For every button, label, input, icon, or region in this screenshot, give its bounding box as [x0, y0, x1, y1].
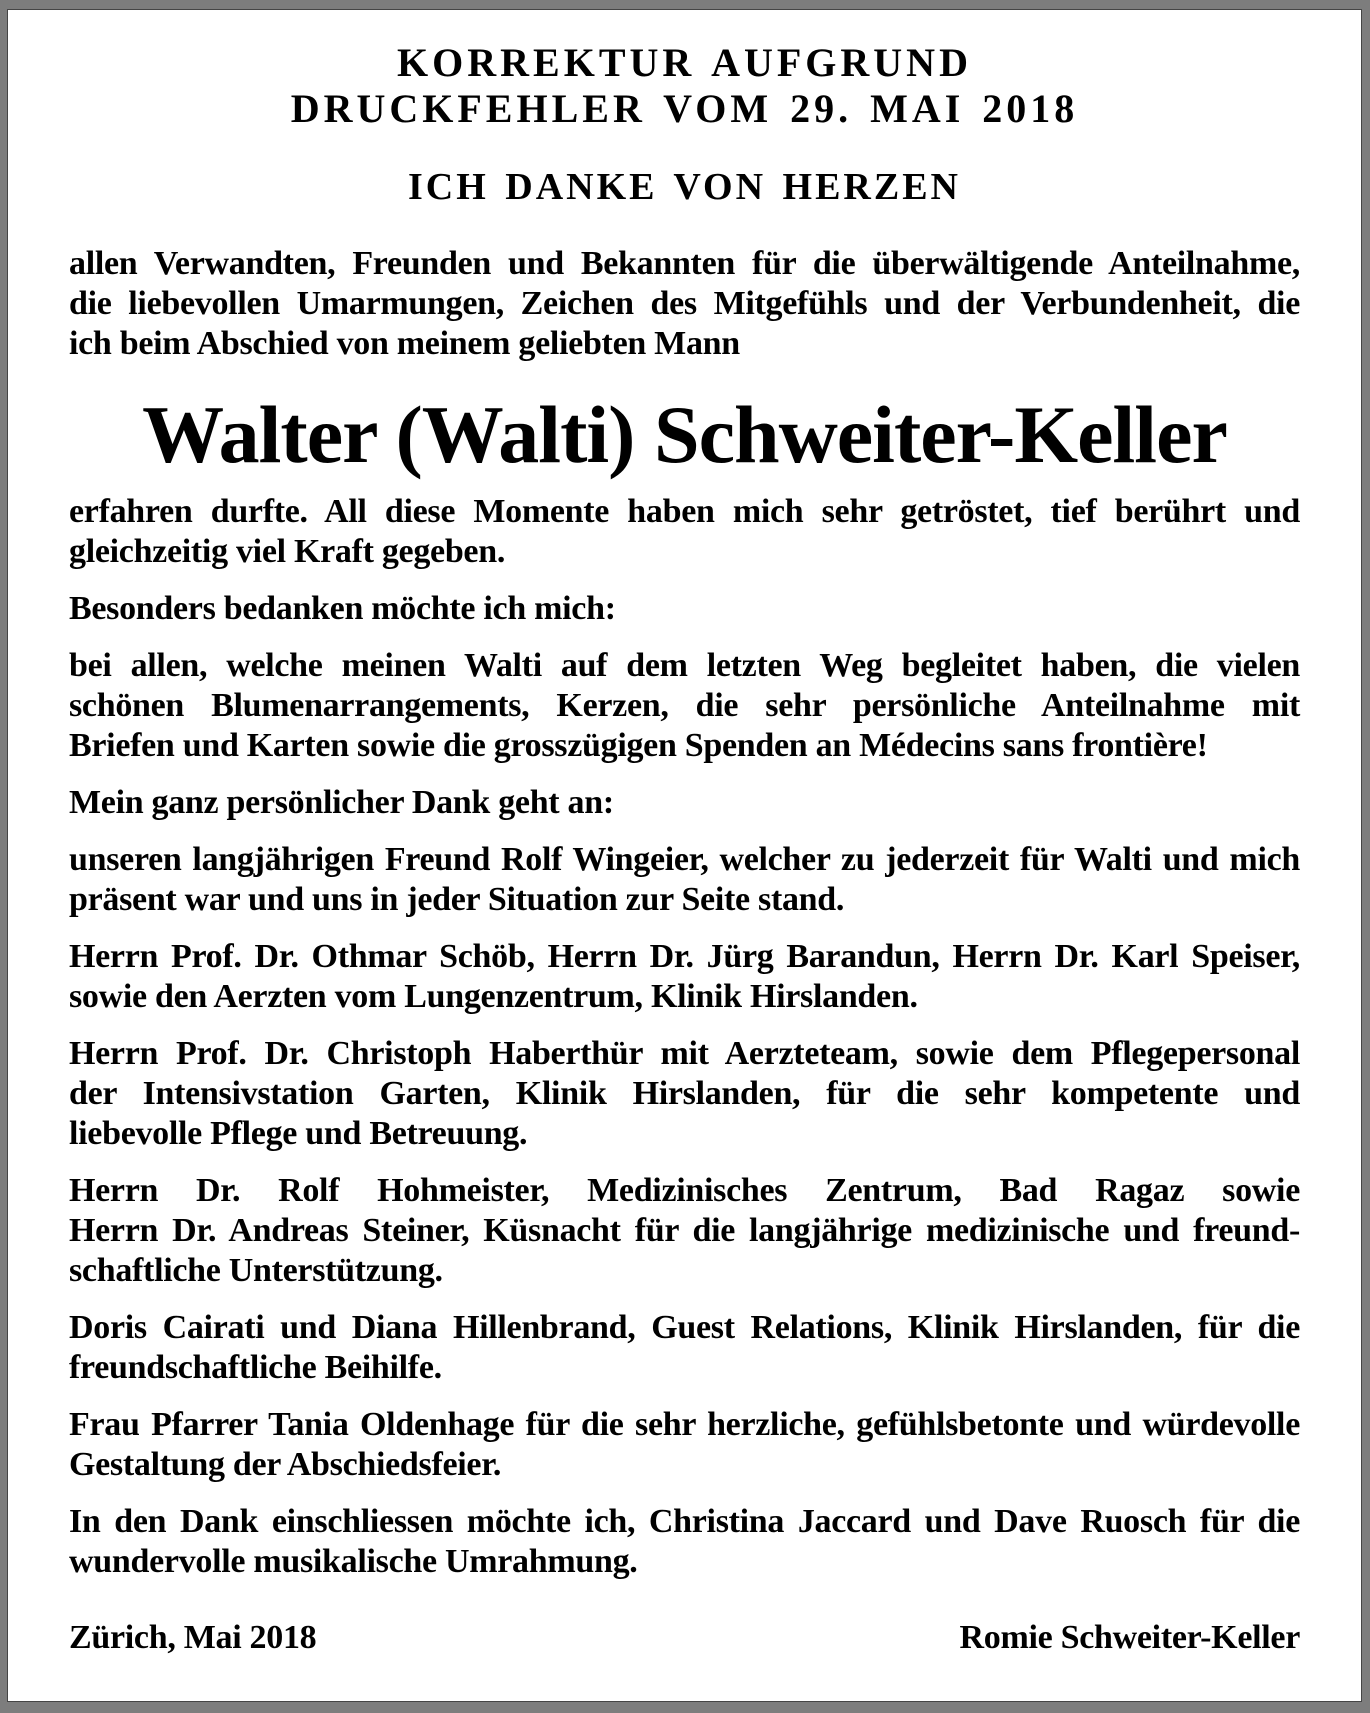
body-paragraph	[69, 589, 1300, 629]
body-paragraph	[69, 1171, 1300, 1291]
body-paragraphs	[69, 492, 1300, 1582]
paragraph-line: Herrn Dr. Andreas Steiner, Küsnacht für die langjährige medizinische und freund-	[69, 1212, 1300, 1249]
paragraph-line: Gestaltung der Abschiedsfeier.	[69, 1446, 502, 1483]
paragraph-line: bei allen, welche meinen Walti auf dem letzten Weg begleitet haben, die vielen	[69, 647, 1300, 684]
obituary-correction-notice	[7, 9, 1362, 1702]
paragraph-line: Doris Cairati und Diana Hillenbrand, Guest Relations, Klinik Hirslanden, für die	[69, 1309, 1300, 1346]
paragraph-line: Herrn Prof. Dr. Othmar Schöb, Herrn Dr. Jürg Barandun, Herrn Dr. Karl Speiser,	[69, 938, 1300, 975]
body-paragraph	[69, 840, 1300, 920]
paragraph-line: unseren langjährigen Freund Rolf Wingeier, welcher zu jederzeit für Walti und mich	[69, 841, 1300, 878]
body-paragraph	[69, 646, 1300, 766]
intro-paragraph	[69, 244, 1300, 364]
deceased-name-heading: Walter (Walti) Schweiter-Keller	[142, 389, 1227, 480]
thanks-heading: ICH DANKE VON HERZEN	[408, 166, 961, 208]
paragraph-line: die liebevollen Umarmungen, Zeichen des Mitgefühls und der Verbundenheit, die	[69, 285, 1300, 322]
paragraph-line: gleichzeitig viel Kraft gegeben.	[69, 533, 506, 570]
paragraph-line: präsent war und uns in jeder Situation zur Seite stand.	[69, 881, 845, 918]
correction-title	[69, 40, 1300, 132]
footer	[69, 1618, 1300, 1658]
body-paragraph	[69, 1502, 1300, 1582]
paragraph-line: Briefen und Karten sowie die grosszügigen Spenden an Médecins sans frontière!	[69, 727, 1208, 764]
body-paragraph	[69, 1308, 1300, 1388]
body-paragraph	[69, 1034, 1300, 1154]
paragraph-line: wundervolle musikalische Umrahmung.	[69, 1543, 638, 1580]
signature-name: Romie Schweiter-Keller	[959, 1619, 1300, 1656]
paragraph-line: Besonders bedanken möchte ich mich:	[69, 590, 616, 627]
place-date: Zürich, Mai 2018	[69, 1619, 317, 1656]
paragraph-line: schönen Blumenarrangements, Kerzen, die sehr persönliche Anteilnahme mit	[69, 687, 1300, 724]
paragraph-line: ich beim Abschied von meinem geliebten Mann	[69, 325, 740, 362]
paragraph-line: allen Verwandten, Freunden und Bekannten für die überwältigende Anteilnahme,	[69, 245, 1300, 282]
paragraph-line: schaftliche Unterstützung.	[69, 1252, 443, 1289]
paragraph-line: In den Dank einschliessen möchte ich, Christina Jaccard und Dave Ruosch für die	[69, 1503, 1300, 1540]
paragraph-line: erfahren durfte. All diese Momente haben mich sehr getröstet, tief berührt und	[69, 493, 1300, 530]
body-paragraph	[69, 937, 1300, 1017]
paragraph-line: Mein ganz persönlicher Dank geht an:	[69, 784, 614, 821]
body-paragraph	[69, 783, 1300, 823]
correction-title-line1: KORREKTUR AUFGRUND	[397, 40, 972, 85]
paragraph-line: freundschaftliche Beihilfe.	[69, 1349, 442, 1386]
body-paragraph	[69, 1405, 1300, 1485]
paragraph-line: Herrn Prof. Dr. Christoph Haberthür mit Aerzteteam, sowie dem Pflegepersonal	[69, 1035, 1300, 1072]
paragraph-line: liebevolle Pflege und Betreuung.	[69, 1115, 528, 1152]
correction-title-line2: DRUCKFEHLER VOM 29. MAI 2018	[290, 86, 1079, 131]
paragraph-line: Herrn Dr. Rolf Hohmeister, Medizinisches Zentrum, Bad Ragaz sowie	[69, 1172, 1300, 1209]
paragraph-line: sowie den Aerzten vom Lungenzentrum, Klinik Hirslanden.	[69, 978, 918, 1015]
paragraph-line: der Intensivstation Garten, Klinik Hirslanden, für die sehr kompetente und	[69, 1075, 1300, 1112]
paragraph-line: Frau Pfarrer Tania Oldenhage für die sehr herzliche, gefühlsbetonte und würdevolle	[69, 1406, 1300, 1443]
body-paragraph	[69, 492, 1300, 572]
